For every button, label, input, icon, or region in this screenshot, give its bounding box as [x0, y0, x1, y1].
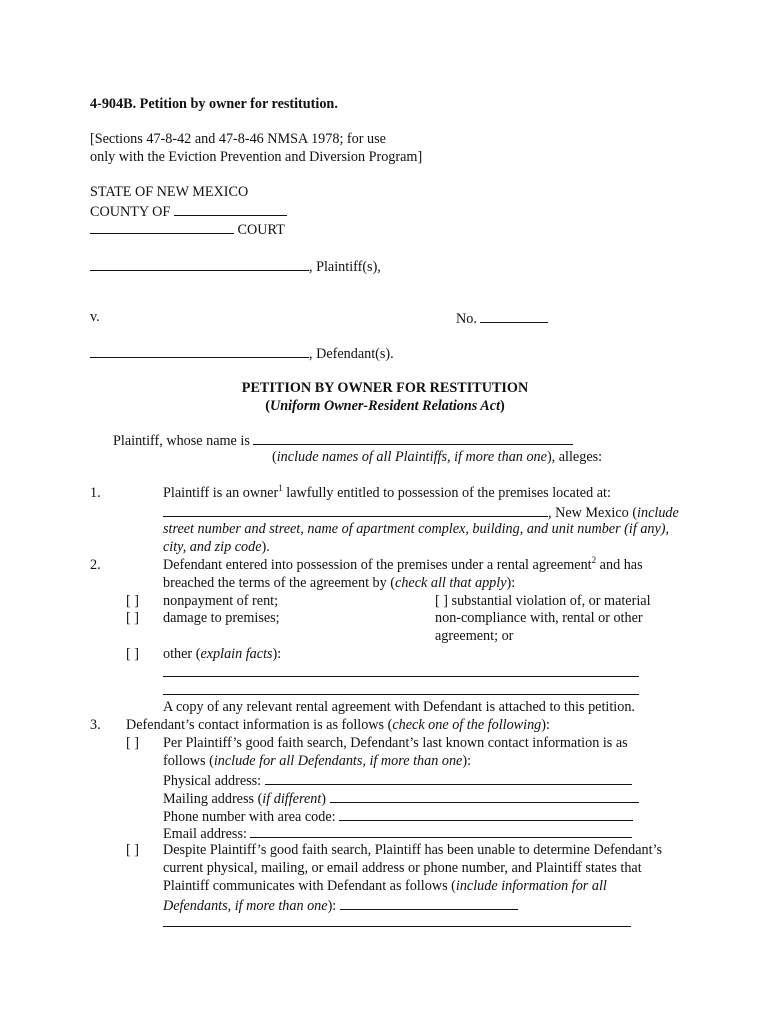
email-line: Email address:: [163, 825, 632, 841]
checkbox-contact-known[interactable]: [ ]: [126, 735, 139, 751]
option-damage: damage to premises;: [163, 610, 280, 626]
email-blank[interactable]: [250, 825, 632, 838]
item1-line2: , New Mexico (include: [163, 504, 679, 520]
item2-number: 2.: [90, 557, 101, 573]
option-violation-line2: non-compliance with, rental or other: [435, 610, 643, 626]
premises-address-blank[interactable]: [163, 504, 548, 517]
contact-known-line1: Per Plaintiff’s good faith search, Defendant’s last known contact information is as: [163, 735, 628, 751]
act-name: Uniform Owner-Resident Relations Act: [269, 398, 501, 414]
checkbox-contact-unknown[interactable]: [ ]: [126, 842, 139, 858]
statute-note-line2: only with the Eviction Prevention and Diversion Program]: [90, 149, 423, 165]
item3-number: 3.: [90, 717, 101, 733]
petition-title: PETITION BY OWNER FOR RESTITUTION: [241, 380, 529, 396]
phone-blank[interactable]: [339, 808, 633, 821]
intro-label: Plaintiff, whose name is: [113, 433, 250, 449]
court-line: [90, 221, 285, 237]
physical-address-line: Physical address:: [163, 772, 632, 788]
court-blank[interactable]: [90, 221, 234, 234]
petition-subtitle: (Uniform Owner-Resident Relations Act): [265, 398, 505, 414]
option-violation-line1[interactable]: [ ] substantial violation of, or material: [435, 593, 651, 609]
defendant-line: [90, 345, 394, 361]
item1-number: 1.: [90, 485, 101, 501]
item1-line3: street number and street, name of apartment complex, building, and unit number (if any),: [163, 521, 670, 537]
contact-known-line2: follows (include for all Defendants, if more than one):: [163, 753, 472, 769]
defendant-label: , Defendant(s).: [309, 346, 394, 362]
contact-unknown-line1: Despite Plaintiff’s good faith search, Plaintiff has been unable to determine Defendant’s: [163, 842, 663, 858]
statute-note-line1: [Sections 47-8-42 and 47-8-46 NMSA 1978; for use: [90, 131, 386, 147]
phone-line: Phone number with area code:: [163, 808, 633, 824]
contact-unknown-line4: Defendants, if more than one):: [163, 897, 518, 913]
court-label: COURT: [237, 222, 285, 238]
communication-line-2[interactable]: [163, 926, 631, 927]
intro-instruction: (include names of all Plaintiffs, if more than one), alleges:: [272, 449, 603, 465]
contact-unknown-line2: current physical, mailing, or email address or phone number, and Plaintiff states that: [163, 860, 642, 876]
mailing-address-blank[interactable]: [330, 790, 639, 803]
item2-line1: Defendant entered into possession of the premises under a rental agreement$^2$ and has: [163, 555, 643, 573]
rental-agreement-attached: A copy of any relevant rental agreement with Defendant is attached to this petition.: [163, 699, 635, 715]
case-number-line: [456, 310, 548, 326]
checkbox-nonpayment[interactable]: [ ]: [126, 593, 139, 609]
county-line: [90, 203, 287, 219]
contact-unknown-line3: Plaintiff communicates with Defendant as follows (include information for all: [163, 878, 607, 894]
form-heading: 4-904B. Petition by owner for restitution.: [90, 96, 338, 112]
footnote-2-marker: 2: [591, 555, 597, 565]
county-blank[interactable]: [174, 203, 287, 216]
item3-line1: Defendant’s contact information is as follows (check one of the following):: [126, 717, 550, 733]
plaintiff-line: [90, 258, 381, 274]
item1-line1: Plaintiff is an owner$^1$ lawfully entitled to possession of the premises located at:: [163, 483, 611, 501]
defendant-blank[interactable]: [90, 345, 309, 358]
plaintiff-label: , Plaintiff(s),: [309, 259, 381, 275]
other-facts-line-2[interactable]: [163, 694, 639, 695]
county-label: COUNTY OF: [90, 204, 171, 220]
versus-label: v.: [90, 309, 100, 325]
mailing-address-line: Mailing address (if different): [163, 790, 639, 806]
case-number-label: No.: [456, 311, 477, 327]
checkbox-damage[interactable]: [ ]: [126, 610, 139, 626]
option-violation-line3: agreement; or: [435, 628, 514, 644]
state-label: STATE OF NEW MEXICO: [90, 184, 249, 200]
checkbox-other[interactable]: [ ]: [126, 646, 139, 662]
item2-line2: breached the terms of the agreement by (check all that apply):: [163, 575, 516, 591]
option-other: other (explain facts):: [163, 646, 282, 662]
other-facts-line-1[interactable]: [163, 676, 639, 677]
item1-line4: city, and zip code).: [163, 539, 270, 555]
communication-blank[interactable]: [340, 897, 518, 910]
footnote-1-marker: 1: [278, 483, 283, 493]
physical-address-blank[interactable]: [265, 772, 632, 785]
option-nonpayment: nonpayment of rent;: [163, 593, 279, 609]
intro-line: [113, 432, 573, 448]
plaintiff-names-blank[interactable]: [253, 432, 573, 445]
plaintiff-blank[interactable]: [90, 258, 309, 271]
case-number-blank[interactable]: [480, 310, 548, 323]
